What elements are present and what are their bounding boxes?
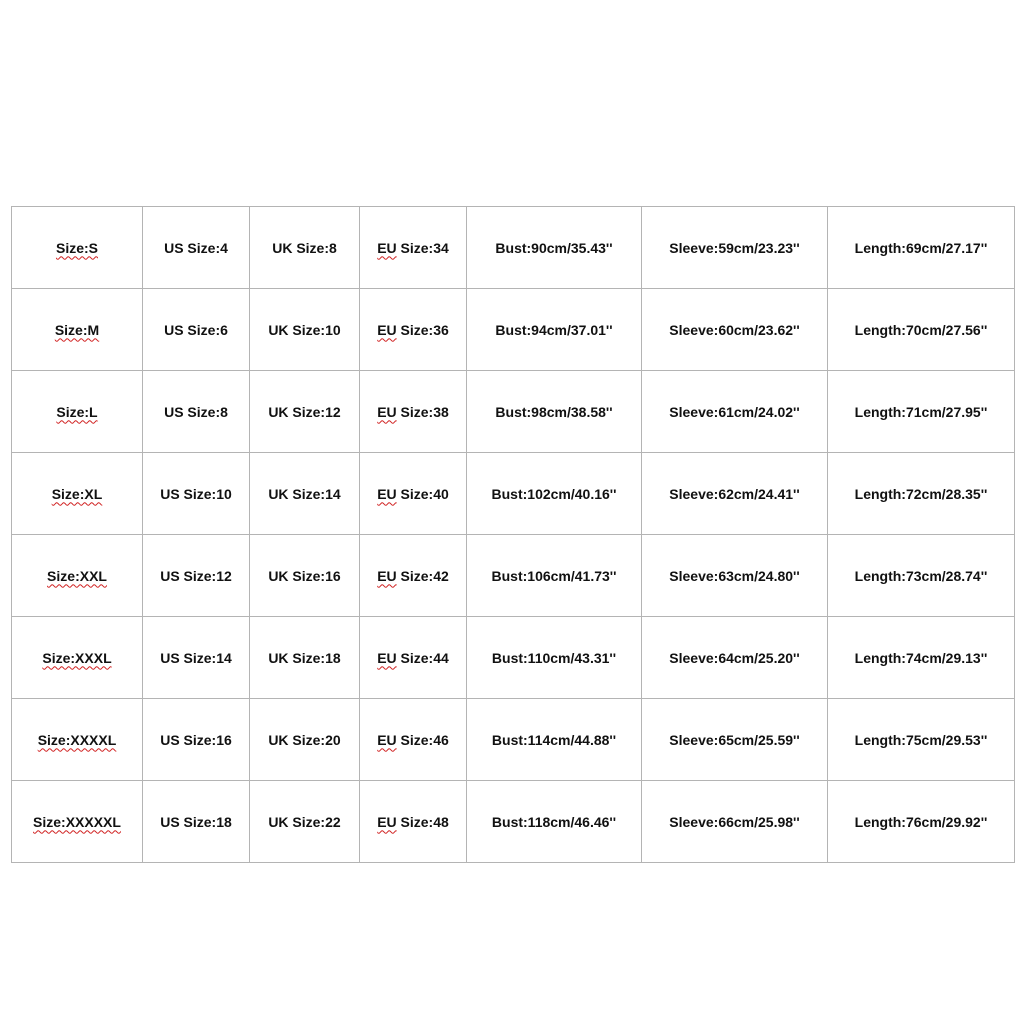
- eu-size-cell: [360, 453, 467, 535]
- size-value: :L: [84, 403, 98, 420]
- us-size-cell: US Size:18: [143, 781, 250, 863]
- eu-label: EU: [377, 321, 397, 338]
- length-cell: Length:76cm/29.92'': [828, 781, 1015, 863]
- size-label: Size: [33, 813, 62, 830]
- uk-size-cell: UK Size:8: [250, 207, 360, 289]
- size-value: :XXL: [75, 567, 107, 584]
- bust-cell: Bust:98cm/38.58'': [467, 371, 642, 453]
- size-text: [38, 732, 117, 748]
- us-size-cell: US Size:6: [143, 289, 250, 371]
- eu-label: EU: [377, 649, 397, 666]
- bust-cell: Bust:94cm/37.01'': [467, 289, 642, 371]
- size-label: Size: [55, 239, 84, 256]
- size-cell: [12, 289, 143, 371]
- bust-cell: Bust:90cm/35.43'': [467, 207, 642, 289]
- eu-label: EU: [377, 813, 397, 830]
- size-cell: [12, 699, 143, 781]
- length-cell: Length:70cm/27.56'': [828, 289, 1015, 371]
- eu-value: Size:34: [396, 239, 449, 256]
- uk-size-cell: UK Size:18: [250, 617, 360, 699]
- length-cell: Length:74cm/29.13'': [828, 617, 1015, 699]
- size-value: :XXXXL: [65, 731, 117, 748]
- size-text: [42, 650, 111, 666]
- uk-size-cell: UK Size:14: [250, 453, 360, 535]
- size-text: [47, 568, 107, 584]
- sleeve-cell: Sleeve:59cm/23.23'': [642, 207, 828, 289]
- length-cell: Length:72cm/28.35'': [828, 453, 1015, 535]
- eu-size-cell: [360, 617, 467, 699]
- size-cell: [12, 207, 143, 289]
- size-cell: [12, 781, 143, 863]
- eu-value: Size:40: [396, 485, 449, 502]
- sleeve-cell: Sleeve:60cm/23.62'': [642, 289, 828, 371]
- sleeve-cell: Sleeve:63cm/24.80'': [642, 535, 828, 617]
- size-text: [56, 240, 98, 256]
- size-label: Size: [42, 649, 71, 666]
- eu-value: Size:46: [396, 731, 449, 748]
- eu-label: EU: [377, 567, 397, 584]
- size-label: Size: [54, 321, 83, 338]
- size-label: Size: [37, 731, 66, 748]
- table-row: [12, 535, 1015, 617]
- eu-size-cell: [360, 535, 467, 617]
- length-cell: Length:73cm/28.74'': [828, 535, 1015, 617]
- length-cell: Length:69cm/27.17'': [828, 207, 1015, 289]
- size-text: [55, 322, 99, 338]
- table-row: [12, 617, 1015, 699]
- us-size-cell: US Size:12: [143, 535, 250, 617]
- sleeve-cell: Sleeve:61cm/24.02'': [642, 371, 828, 453]
- size-cell: [12, 453, 143, 535]
- table-row: [12, 781, 1015, 863]
- us-size-cell: US Size:8: [143, 371, 250, 453]
- uk-size-cell: UK Size:22: [250, 781, 360, 863]
- size-value: :XXXXXL: [61, 813, 121, 830]
- table-row: [12, 699, 1015, 781]
- size-value: :XL: [79, 485, 103, 502]
- table-row: [12, 289, 1015, 371]
- uk-size-cell: UK Size:12: [250, 371, 360, 453]
- eu-label: EU: [377, 403, 397, 420]
- bust-cell: Bust:110cm/43.31'': [467, 617, 642, 699]
- bust-cell: Bust:118cm/46.46'': [467, 781, 642, 863]
- table-row: [12, 453, 1015, 535]
- uk-size-cell: UK Size:20: [250, 699, 360, 781]
- eu-value: Size:44: [396, 649, 449, 666]
- eu-size-cell: [360, 781, 467, 863]
- size-value: :XXXL: [70, 649, 112, 666]
- sleeve-cell: Sleeve:64cm/25.20'': [642, 617, 828, 699]
- length-cell: Length:71cm/27.95'': [828, 371, 1015, 453]
- eu-size-cell: [360, 699, 467, 781]
- size-cell: [12, 371, 143, 453]
- table-row: [12, 371, 1015, 453]
- eu-size-cell: [360, 207, 467, 289]
- size-text: [52, 486, 103, 502]
- eu-value: Size:36: [396, 321, 449, 338]
- eu-label: EU: [377, 485, 397, 502]
- eu-label: EU: [377, 731, 397, 748]
- us-size-cell: US Size:16: [143, 699, 250, 781]
- us-size-cell: US Size:4: [143, 207, 250, 289]
- size-label: Size: [56, 403, 85, 420]
- size-value: :M: [82, 321, 100, 338]
- table-row: [12, 207, 1015, 289]
- us-size-cell: US Size:10: [143, 453, 250, 535]
- sleeve-cell: Sleeve:65cm/25.59'': [642, 699, 828, 781]
- eu-value: Size:48: [396, 813, 449, 830]
- size-value: :S: [84, 239, 98, 256]
- us-size-cell: US Size:14: [143, 617, 250, 699]
- size-cell: [12, 535, 143, 617]
- size-text: [56, 404, 97, 420]
- size-chart-body: [12, 207, 1015, 863]
- bust-cell: Bust:114cm/44.88'': [467, 699, 642, 781]
- uk-size-cell: UK Size:10: [250, 289, 360, 371]
- bust-cell: Bust:106cm/41.73'': [467, 535, 642, 617]
- size-text: [33, 814, 121, 830]
- sleeve-cell: Sleeve:62cm/24.41'': [642, 453, 828, 535]
- size-label: Size: [47, 567, 76, 584]
- eu-size-cell: [360, 289, 467, 371]
- eu-label: EU: [377, 239, 397, 256]
- eu-value: Size:42: [396, 567, 449, 584]
- eu-value: Size:38: [396, 403, 449, 420]
- bust-cell: Bust:102cm/40.16'': [467, 453, 642, 535]
- uk-size-cell: UK Size:16: [250, 535, 360, 617]
- eu-size-cell: [360, 371, 467, 453]
- size-label: Size: [51, 485, 80, 502]
- sleeve-cell: Sleeve:66cm/25.98'': [642, 781, 828, 863]
- length-cell: Length:75cm/29.53'': [828, 699, 1015, 781]
- size-cell: [12, 617, 143, 699]
- size-chart-table: [11, 206, 1015, 863]
